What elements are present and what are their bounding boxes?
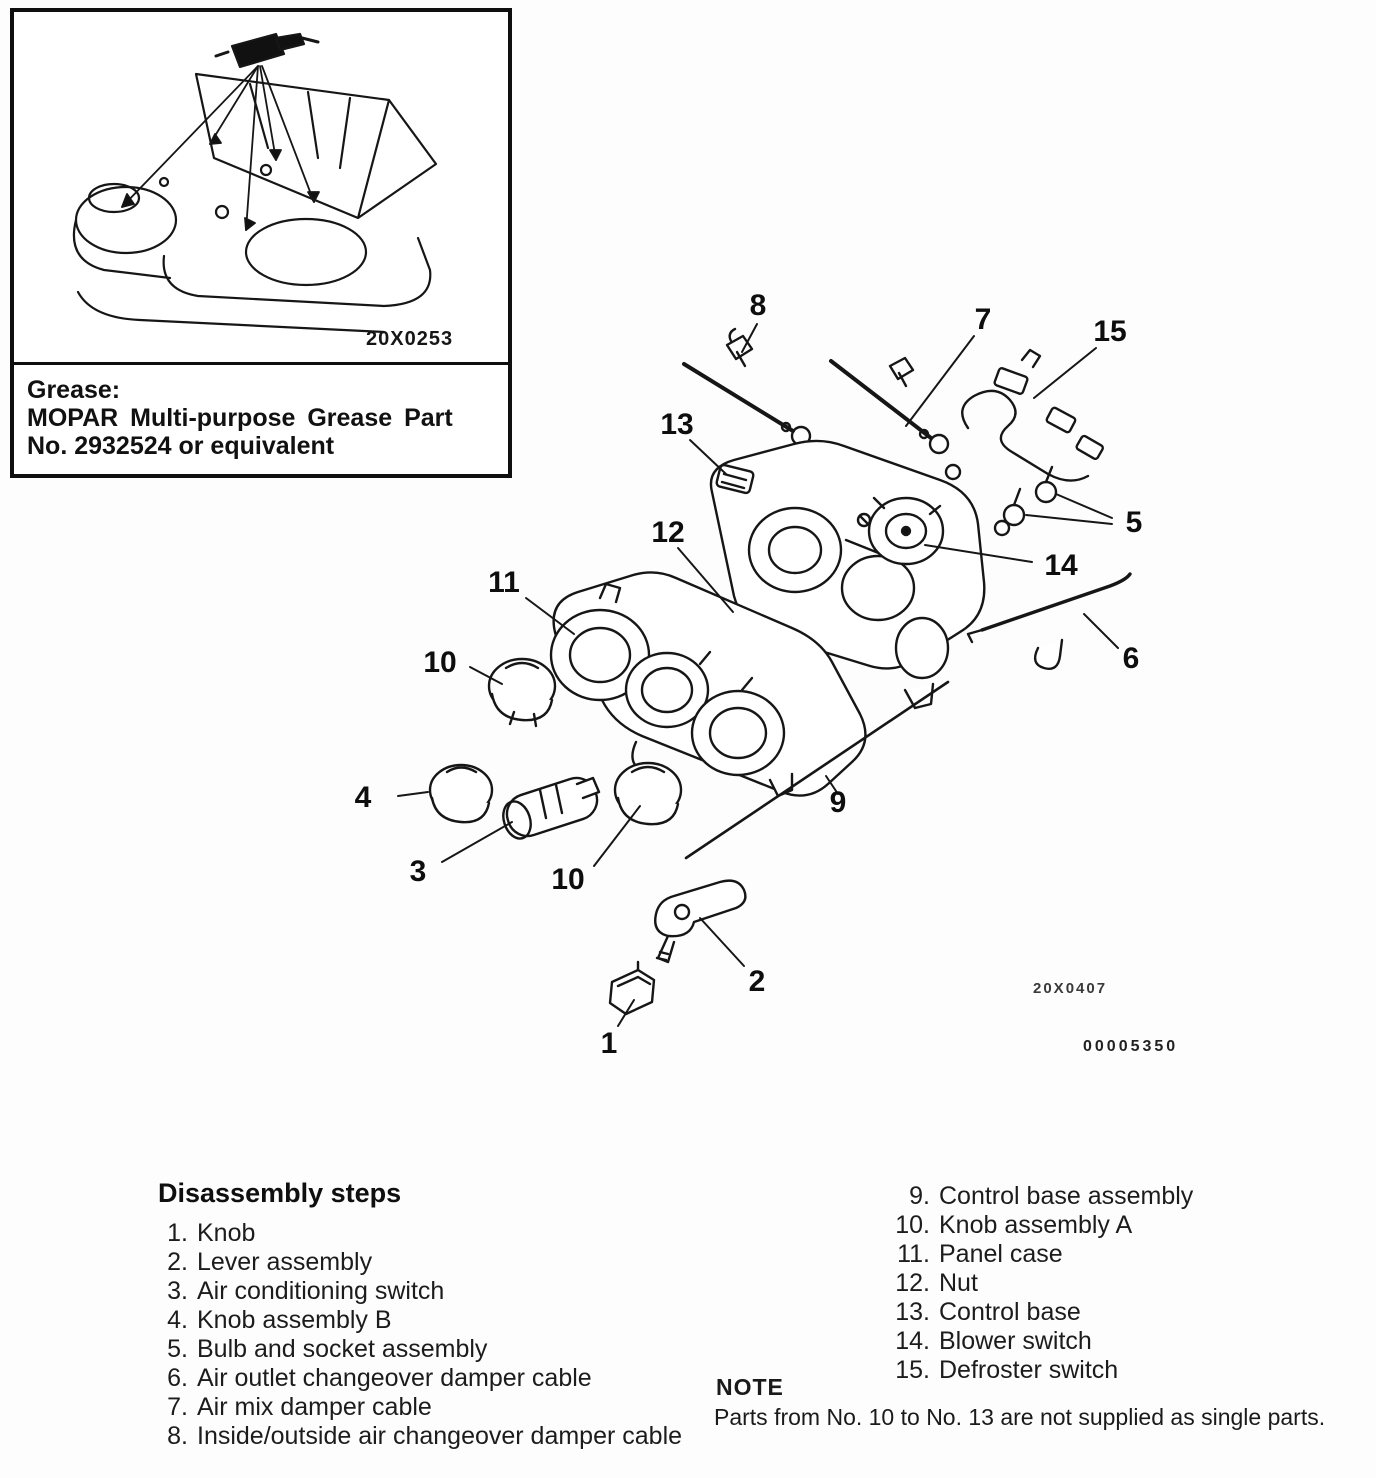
document-code: 00005350 (1083, 1038, 1179, 1055)
callout-12: 12 (651, 516, 685, 549)
step-label: Defroster switch (939, 1356, 1119, 1384)
step-number: 3. (167, 1277, 188, 1305)
step-label: Inside/outside air changeover damper cable (197, 1422, 683, 1450)
step-number: 8. (167, 1422, 188, 1450)
list-item (876, 1298, 1366, 1327)
step-number: 9. (909, 1182, 930, 1210)
knob-4-art (430, 765, 492, 822)
step-number: 1. (167, 1219, 188, 1247)
grease-inset-art-area (14, 12, 508, 365)
step-number: 12. (895, 1269, 930, 1297)
step-label: Knob assembly A (939, 1211, 1133, 1239)
step-number: 5. (167, 1335, 188, 1363)
callout-2: 2 (748, 965, 766, 998)
callout-4: 4 (354, 781, 372, 814)
note-body: Parts from No. 10 to No. 13 are not supplied as single parts. (714, 1404, 1326, 1430)
grease-tube-icon (216, 34, 318, 67)
step-number: 14. (895, 1327, 930, 1355)
step-label: Nut (939, 1269, 978, 1297)
callout-8: 8 (749, 289, 767, 322)
step-label: Control base assembly (939, 1182, 1194, 1210)
grease-spec-line2: No. 2932524 or equivalent (27, 432, 335, 460)
callout-7: 7 (974, 303, 992, 336)
steps-list-left (158, 1219, 688, 1451)
grease-inset-art (14, 12, 504, 362)
callout-5: 5 (1125, 506, 1143, 539)
step-number: 2. (167, 1248, 188, 1276)
list-item (876, 1182, 1366, 1211)
list-item (158, 1422, 688, 1451)
figure-plate-code: 20X0407 (1033, 980, 1108, 997)
callout-9: 9 (829, 786, 847, 819)
step-label: Control base (939, 1298, 1081, 1326)
list-item (876, 1269, 1366, 1298)
grease-inset-box (10, 8, 512, 478)
step-number: 4. (167, 1306, 188, 1334)
step-label: Bulb and socket assembly (197, 1335, 488, 1363)
list-item (158, 1277, 688, 1306)
callout-14: 14 (1044, 549, 1078, 582)
list-item (876, 1327, 1366, 1356)
step-number: 11. (897, 1240, 930, 1268)
list-item (158, 1364, 688, 1393)
grease-spec-line1: MOPAR Multi-purpose Grease Part (27, 404, 453, 432)
step-label: Air mix damper cable (197, 1393, 432, 1421)
knob-1-art (610, 962, 654, 1014)
inset-figure-code: 20X0253 (366, 328, 454, 350)
callout-11: 11 (488, 566, 520, 599)
disassembly-steps-title: Disassembly steps (158, 1178, 402, 1208)
step-number: 10. (895, 1211, 930, 1239)
list-item (158, 1393, 688, 1422)
list-item (876, 1240, 1366, 1269)
list-item (158, 1248, 688, 1277)
step-label: Air conditioning switch (197, 1277, 445, 1305)
step-number: 6. (167, 1364, 188, 1392)
list-item (876, 1356, 1366, 1385)
step-label: Blower switch (939, 1327, 1092, 1355)
list-item (158, 1306, 688, 1335)
callout-15: 15 (1093, 315, 1127, 348)
callout-1: 1 (600, 1027, 618, 1060)
note-title: NOTE (716, 1374, 784, 1400)
cable-7-art (831, 358, 948, 453)
grease-spec-text (14, 365, 508, 474)
lever-art (655, 881, 745, 962)
list-item (158, 1219, 688, 1248)
ac-switch-art (499, 773, 602, 842)
step-label: Knob (197, 1219, 256, 1247)
callout-10a: 10 (423, 646, 457, 679)
step-number: 13. (895, 1298, 930, 1326)
cable-6-art (968, 574, 1130, 669)
callout-10b: 10 (551, 863, 585, 896)
step-label: Knob assembly B (197, 1306, 392, 1334)
callout-13: 13 (660, 408, 694, 441)
knob-10a-art (489, 659, 555, 726)
step-label: Panel case (939, 1240, 1063, 1268)
list-item (876, 1211, 1366, 1240)
step-number: 15. (895, 1356, 930, 1384)
list-item (158, 1335, 688, 1364)
step-number: 7. (167, 1393, 188, 1421)
steps-list-right (876, 1182, 1366, 1385)
step-label: Lever assembly (197, 1248, 373, 1276)
step-label: Air outlet changeover damper cable (197, 1364, 592, 1392)
blower-switch-art (869, 498, 943, 564)
grease-label: Grease: (27, 376, 121, 404)
cable-8-art (684, 329, 810, 445)
callout-6: 6 (1122, 642, 1140, 675)
knob-10b-art (615, 763, 681, 824)
callout-3: 3 (409, 855, 427, 888)
